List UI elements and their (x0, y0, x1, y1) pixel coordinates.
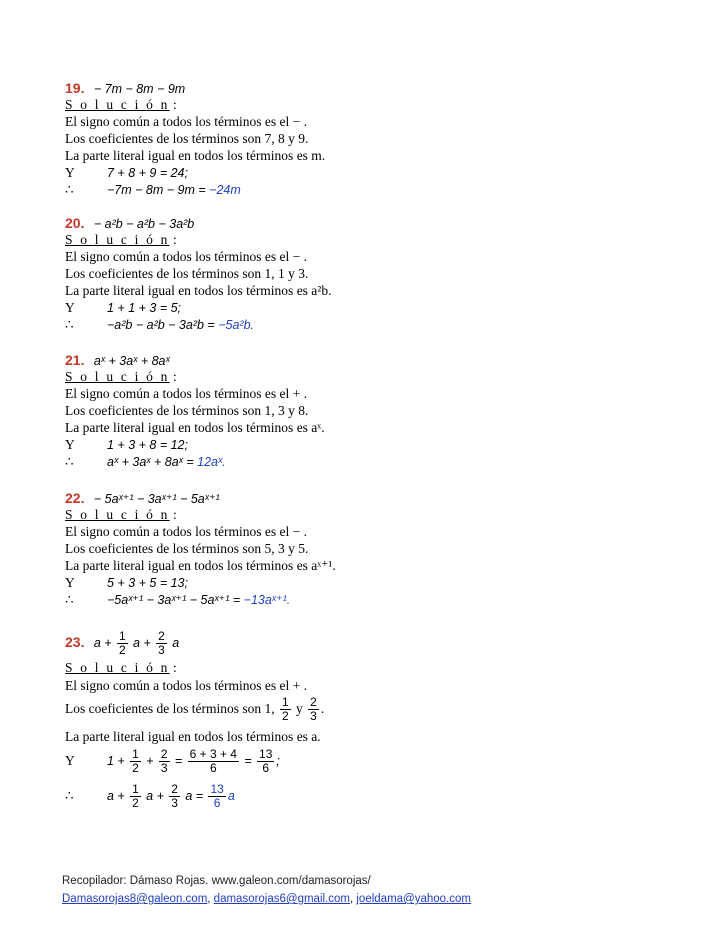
fraction: $\frac{1}{2}$ (132, 782, 139, 811)
final-result: 12aˣ. (197, 455, 226, 469)
conclusion-line: ∴ a + $\frac{1}{2}$ a + $\frac{2}{3}$ a = $\frac{13}{6}$ a (65, 782, 235, 811)
solution-heading: S o l u c i ó n : (65, 660, 177, 675)
sum-line: Y 1 + $\frac{1}{2}$ + $\frac{2}{3}$ = $\frac{6 + 3 + 4}{6}$ = $\frac{13}{6}$ ; (65, 747, 280, 776)
problem-number: 21. (65, 352, 85, 368)
sum-line: Y 1 + 1 + 3 = 5; (65, 300, 182, 315)
coefficients-line: Los coeficientes de los términos son 1, $\frac{1}{2}$ y $\frac{2}{3}$ . (65, 695, 325, 724)
final-result: −13aˣ⁺¹. (243, 593, 291, 607)
literal-line: La parte literal igual en todos los términos es a. (65, 729, 321, 744)
solution-label: S o l u c i ó n (65, 660, 170, 675)
coefficients-line: Los coeficientes de los términos son 5, 3 y 5. (65, 541, 309, 556)
sum-line: Y 5 + 3 + 5 = 13; (65, 575, 188, 590)
conclusion-line: ∴ −a²b − a²b − 3a²b = −5a²b. (65, 317, 254, 332)
solution-heading: S o l u c i ó n : (65, 232, 177, 247)
problem-header (65, 352, 170, 369)
problem-expression: − 5aˣ⁺¹ − 3aˣ⁺¹ − 5aˣ⁺¹ (93, 492, 220, 506)
problem-number: 19. (65, 80, 85, 96)
sign-line: El signo común a todos los términos es el − . (65, 249, 307, 264)
fraction: $\frac{1}{2}$ (132, 747, 139, 776)
problem-header: 23. a + $\frac{1}{2}$ a + $\frac{2}{3}$ a (65, 629, 180, 658)
fraction: $\frac{2}{3}$ (310, 695, 317, 724)
sign-line: El signo común a todos los términos es el + . (65, 678, 307, 693)
problem-header (65, 80, 185, 97)
literal-line: La parte literal igual en todos los términos es aˣ⁺¹. (65, 558, 336, 573)
problem-expression: aˣ + 3aˣ + 8aˣ (93, 354, 170, 368)
sign-line: El signo común a todos los términos es el − . (65, 524, 307, 539)
literal-line: La parte literal igual en todos los términos es m. (65, 148, 326, 163)
problem-number: 23. (65, 634, 85, 650)
footer (62, 872, 471, 908)
solution-heading: S o l u c i ó n : (65, 97, 177, 112)
problem-expression: − 7m − 8m − 9m (93, 82, 186, 96)
problem-header (65, 215, 194, 232)
coefficients-line: Los coeficientes de los términos son 7, 8 y 9. (65, 131, 309, 146)
footer-credit: Recopilador: Dámaso Rojas. www.galeon.com/damasorojas/ (62, 875, 371, 887)
fraction: $\frac{2}{3}$ (160, 747, 168, 776)
email-link[interactable]: joeldama@yahoo.com (356, 893, 471, 905)
literal-line: La parte literal igual en todos los términos es aˣ. (65, 420, 325, 435)
fraction: $\frac{1}{2}$ (281, 695, 289, 724)
sign-line: El signo común a todos los términos es el + . (65, 386, 307, 401)
fraction: $\frac{2}{3}$ (171, 782, 178, 811)
email-link[interactable]: damasorojas6@gmail.com (213, 893, 350, 905)
literal-line: La parte literal igual en todos los términos es a²b. (65, 283, 332, 298)
conclusion-line: ∴ −7m − 8m − 9m = −24m (65, 182, 241, 197)
solution-label: S o l u c i ó n (65, 232, 170, 247)
email-link[interactable]: Damasorojas8@galeon.com (62, 893, 208, 905)
final-result: −5a²b. (218, 318, 254, 332)
solution-label: S o l u c i ó n (65, 369, 170, 384)
sum-line: Y 7 + 8 + 9 = 24; (65, 165, 188, 180)
solution-heading: S o l u c i ó n : (65, 369, 177, 384)
problem-expression: − a²b − a²b − 3a²b (93, 217, 195, 231)
sum-line: Y 1 + 3 + 8 = 12; (65, 437, 188, 452)
final-result: −24m (209, 183, 241, 197)
problem-number: 22. (65, 490, 85, 506)
solution-label: S o l u c i ó n (65, 507, 170, 522)
conclusion-line: ∴ −5aˣ⁺¹ − 3aˣ⁺¹ − 5aˣ⁺¹ = −13aˣ⁺¹. (65, 592, 291, 607)
fraction: $\frac{2}{3}$ (158, 629, 165, 658)
coefficients-line: Los coeficientes de los términos son 1, 1 y 3. (65, 266, 309, 281)
solution-label: S o l u c i ó n (65, 97, 170, 112)
sign-line: El signo común a todos los términos es el − . (65, 114, 307, 129)
fraction: $\frac{1}{2}$ (118, 629, 126, 658)
coefficients-line: Los coeficientes de los términos son 1, 3 y 8. (65, 403, 309, 418)
fraction: $\frac{13}{6}$ (259, 747, 273, 776)
problem-number: 20. (65, 215, 85, 231)
footer-emails: Damasorojas8@galeon.com, damasorojas6@gmail.com, joeldama@yahoo.com (62, 893, 471, 905)
final-result: $\frac{13}{6}$ (210, 782, 224, 811)
conclusion-line: ∴ aˣ + 3aˣ + 8aˣ = 12aˣ. (65, 454, 226, 469)
solution-heading: S o l u c i ó n : (65, 507, 177, 522)
fraction: $\frac{6 + 3 + 4}{6}$ (189, 747, 237, 776)
problem-header (65, 490, 220, 507)
